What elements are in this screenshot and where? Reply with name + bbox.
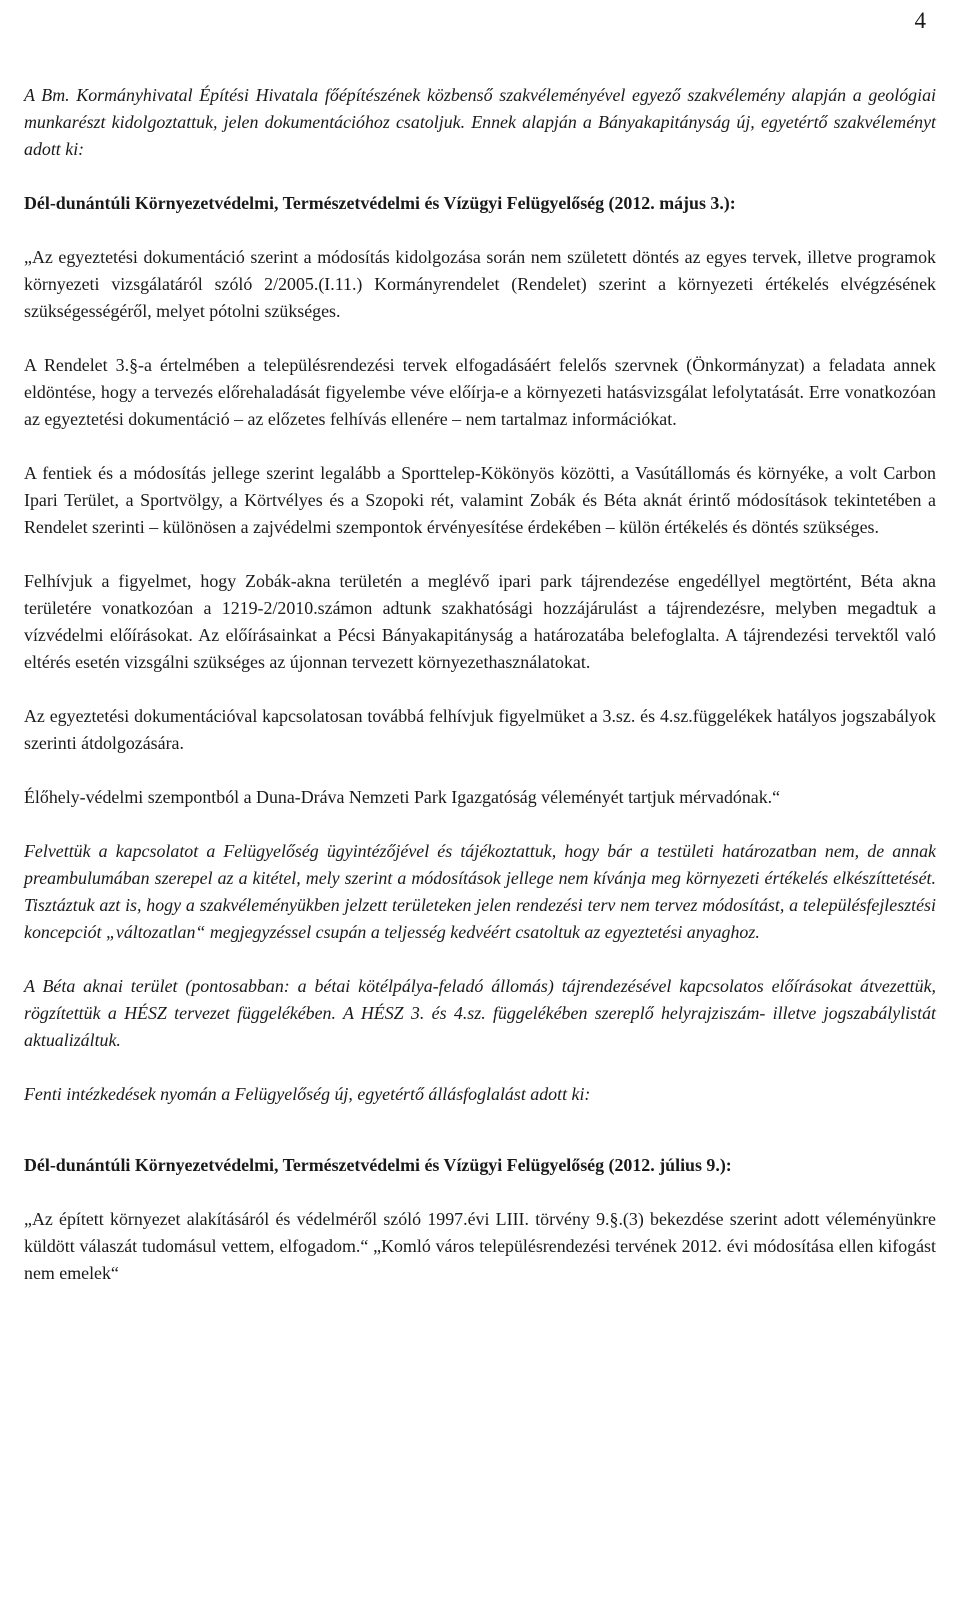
heading-authority-may: Dél-dunántúli Környezetvédelmi, Természetvédelmi és Vízügyi Felügyelőség (2012. május 3.): — [24, 193, 736, 213]
quote-paragraph-4: Felhívjuk a figyelmet, hogy Zobák-akna területén a meglévő ipari park tájrendezése engedéllyel megtörtént, Béta akna területére vonatkozóan a 1219-2/2010.számon adtunk szakhatósági hozzájárulást a tájrendezésre, melyben megadtuk a vízvédelmi előírásokat. Az előírásainkat a Pécsi Bányakapitányság a határozatába belefoglalta. A tájrendezési tervektől való eltérés esetén vizsgálni szükséges az újonnan tervezett környezethasználatokat. — [24, 571, 936, 672]
final-quote: „Az épített környezet alakításáról és védelméről szóló 1997.évi LIII. törvény 9.§.(3) bekezdése szerint adott véleményünkre küldött válaszát tudomásul vettem, elfogadom.“ „Komló város településrendezési tervének 2012. évi módosítása ellen kifogást nem emelek“ — [24, 1209, 936, 1283]
page-number: 4 — [914, 8, 926, 33]
document-body — [24, 82, 936, 1287]
quote-paragraph-3: A fentiek és a módosítás jellege szerint legalább a Sporttelep-Kökönyös közötti, a Vasútállomás és környéke, a volt Carbon Ipari Terület, a Sportvölgy, a Körtvélyes és a Szopoki rét, valamint Zobák és Béta aknát érintő módosítások tekintetében a Rendelet szerinti – különösen a zajvédelmi szempontok érvényesítése érdekében – külön értékelés és döntés szükséges. — [24, 463, 936, 537]
response-paragraph-1: Felvettük a kapcsolatot a Felügyelőség ügyintézőjével és tájékoztattuk, hogy bár a testületi határozatban nem, de annak preambulumában szerepel az a kitétel, mely szerint a módosítások jellege nem kívánja meg környezeti értékelés elkészíttetését. Tisztáztuk azt is, hogy a szakvéleményükben jelzett területeken jelen rendezési terv nem tervez módosítást, a településfejlesztési koncepciót „változatlan“ megjegyzéssel csupán a teljesség kedvéért csatoltuk az egyeztetési anyaghoz. — [24, 841, 936, 942]
response-paragraph-3: Fenti intézkedések nyomán a Felügyelőség új, egyetértő állásfoglalást adott ki: — [24, 1084, 591, 1104]
response-paragraph-2: A Béta aknai terület (pontosabban: a bétai kötélpálya-feladó állomás) tájrendezésével kapcsolatos előírásokat átvezettük, rögzítettük a HÉSZ tervezet függelékében. A HÉSZ 3. és 4.sz. függelékében szereplő helyrajziszám- illetve jogszabálylistát aktualizáltuk. — [24, 976, 936, 1050]
quote-paragraph-5: Az egyeztetési dokumentációval kapcsolatosan továbbá felhívjuk figyelmüket a 3.sz. és 4.sz.függelékek hatályos jogszabályok szerinti átdolgozására. — [24, 706, 936, 753]
quote-paragraph-1: „Az egyeztetési dokumentáció szerint a módosítás kidolgozása során nem született döntés az egyes tervek, illetve programok környezeti vizsgálatáról szóló 2/2005.(I.11.) Kormányrendelet (Rendelet) szerint a környezeti értékelés elvégzésének szükségességéről, melyet pótolni szükséges. — [24, 247, 936, 321]
paragraph-intro: A Bm. Kormányhivatal Építési Hivatala főépítészének közbenső szakvéleményével egyező szakvélemény alapján a geológiai munkarészt kidolgoztattuk, jelen dokumentációhoz csatoljuk. Ennek alapján a Bányakapitányság új, egyetértő szakvéleményt adott ki: — [24, 85, 936, 159]
heading-authority-july: Dél-dunántúli Környezetvédelmi, Természetvédelmi és Vízügyi Felügyelőség (2012. július 9.): — [24, 1155, 732, 1175]
quote-paragraph-6: Élőhely-védelmi szempontból a Duna-Dráva Nemzeti Park Igazgatóság véleményét tartjuk mérvadónak.“ — [24, 787, 781, 807]
quote-paragraph-2: A Rendelet 3.§-a értelmében a településrendezési tervek elfogadásáért felelős szervnek (Önkormányzat) a feladata annek eldöntése, hogy a tervezés előrehaladását figyelembe véve előírja-e a környezeti hatásvizsgálat lefolytatását. Erre vonatkozóan az egyeztetési dokumentáció – az előzetes felhívás ellenére – nem tartalmaz információkat. — [24, 355, 936, 429]
